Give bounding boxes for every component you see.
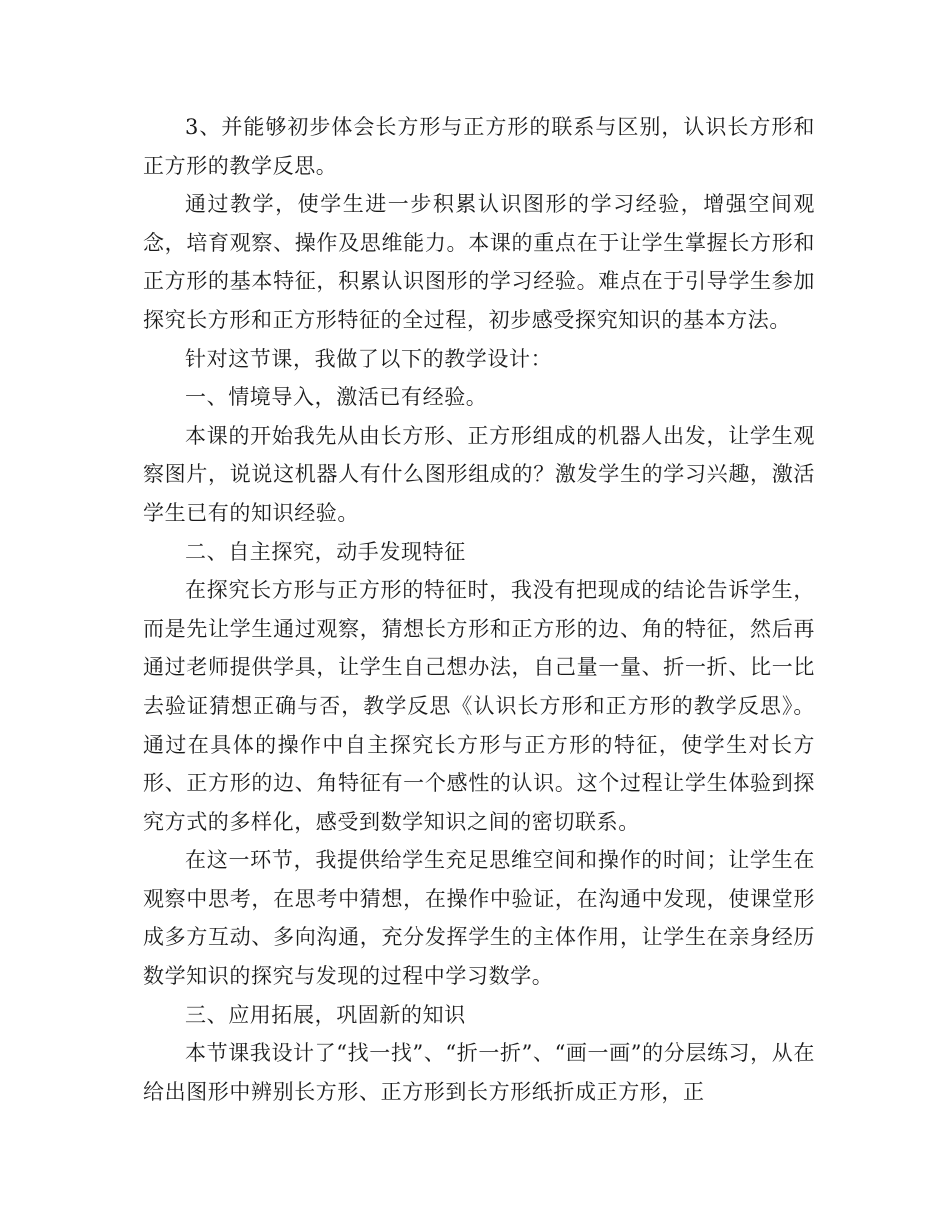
paragraph-objective-3: 3、并能够初步体会长方形与正方形的联系与区别，认识长方形和正方形的教学反思。: [143, 115, 815, 178]
document-body: [143, 108, 815, 1111]
paragraph-section-3: 本节课我设计了“找一找”、“折一折”、“画一画”的分层练习，从在给出图形中辨别长方形、正方形到长方形纸折成正方形，正: [143, 1041, 815, 1104]
paragraph-teaching-goals: 通过教学，使学生进一步积累认识图形的学习经验，增强空间观念，培育观察、操作及思维能力。本课的重点在于让学生掌握长方形和正方形的基本特征，积累认识图形的学习经验。难点在于引导学生参加探究长方形和正方形特征的全过程，初步感受探究知识的基本方法。: [143, 192, 815, 332]
paragraph-design-intro: 针对这节课，我做了以下的教学设计：: [185, 346, 553, 371]
paragraph-section-2b: 在这一环节，我提供给学生充足思维空间和操作的时间；让学生在观察中思考，在思考中猜想，在操作中验证，在沟通中发现，使课堂形成多方互动、多向沟通，充分发挥学生的主体作用，让学生在亲身经历数学知识的探究与发现的过程中学习数学。: [143, 848, 815, 989]
paragraph-section-2a: 在探究长方形与正方形的特征时，我没有把现成的结论告诉学生，而是先让学生通过观察，猜想长方形和正方形的边、角的特征，然后再通过老师提供学具，让学生自己想办法，自己量一量、折一折、比一比去验证猜想正确与否，教学反思《认识长方形和正方形的教学反思》。通过在具体的操作中自主探究长方形与正方形的特征，使学生对长方形、正方形的边、角特征有一个感性的认识。这个过程让学生体验到探究方式的多样化，感受到数学知识之间的密切联系。: [143, 578, 815, 834]
section-heading-2: 二、自主探究，动手发现特征: [185, 539, 466, 564]
section-heading-1: 一、情境导入，激活已有经验。: [185, 385, 488, 410]
paragraph-section-1: 本课的开始我先从由长方形、正方形组成的机器人出发，让学生观察图片，说说这机器人有什么图形组成的？激发学生的学习兴趣，激活学生已有的知识经验。: [143, 423, 815, 525]
section-heading-3: 三、应用拓展，巩固新的知识: [185, 1002, 466, 1027]
